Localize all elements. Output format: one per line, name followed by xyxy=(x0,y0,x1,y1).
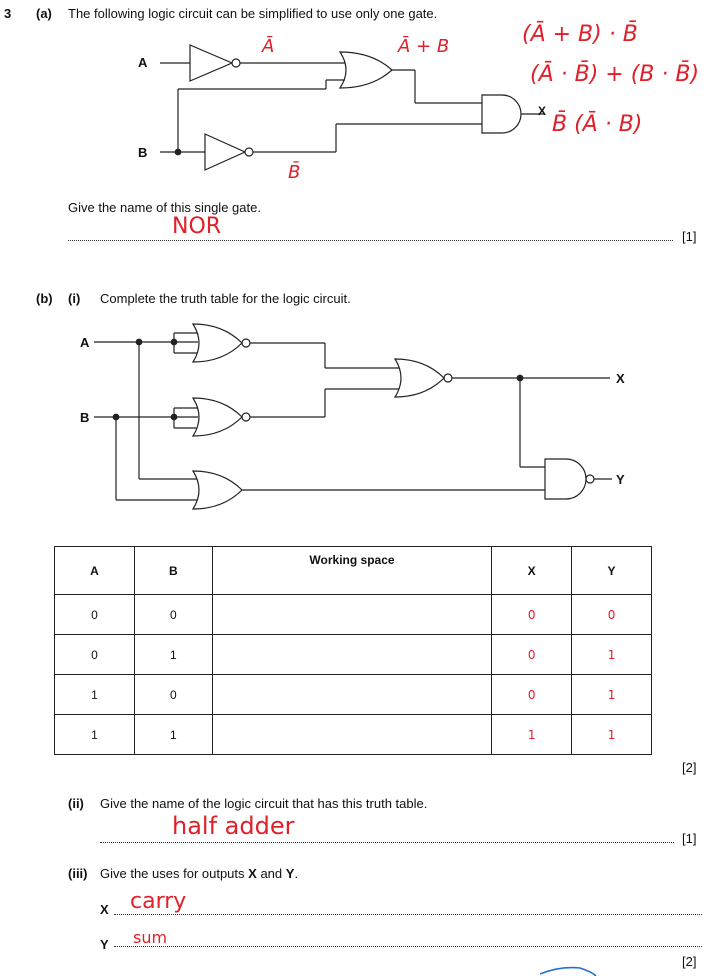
b-output-y-label: Y xyxy=(616,472,625,487)
x-use-label: X xyxy=(100,902,109,917)
annotation-expr2: (Ā · B̄) + (B · B̄) xyxy=(530,62,700,87)
annotation-expr3: B̄ (Ā · B) xyxy=(552,112,643,137)
question-number: 3 xyxy=(4,6,12,21)
cell-b: 0 xyxy=(134,675,212,715)
answer-carry: carry xyxy=(130,889,187,914)
cell-a: 1 xyxy=(55,715,135,755)
cell-b: 1 xyxy=(134,715,212,755)
mark-a: [1] xyxy=(682,229,697,244)
input-b-label: B xyxy=(138,145,148,160)
output-x-label: X xyxy=(538,104,547,118)
annotation-expr1: (Ā + B) · B̄ xyxy=(522,22,638,47)
mark-b-i: [2] xyxy=(682,760,697,775)
part-b-i-prompt: Complete the truth table for the logic circuit. xyxy=(100,291,351,306)
b-input-b-label: B xyxy=(80,410,90,425)
cell-y[interactable]: 1 xyxy=(572,675,652,715)
answer-sum: sum xyxy=(133,928,168,947)
part-a-label: (a) xyxy=(36,6,52,21)
prompt-and: and xyxy=(260,866,283,881)
y-use-label: Y xyxy=(100,937,109,952)
cell-x[interactable]: 0 xyxy=(492,675,572,715)
header-b: B xyxy=(134,547,212,595)
cell-b: 1 xyxy=(134,635,212,675)
mark-b-ii: [1] xyxy=(682,831,697,846)
header-a: A xyxy=(55,547,135,595)
annotation-a-or-b: Ā + B xyxy=(398,36,450,57)
part-b-iii-prompt: Give the uses for outputs X and Y. xyxy=(100,866,299,881)
cell-a: 0 xyxy=(55,635,135,675)
answer-nor: NOR xyxy=(172,214,222,239)
cell-y[interactable]: 0 xyxy=(572,595,652,635)
header-working-space: Working space xyxy=(212,547,492,595)
prompt-pre: Give the uses for outputs xyxy=(100,866,245,881)
part-b-iii-label: (iii) xyxy=(68,866,88,881)
cell-y[interactable]: 1 xyxy=(572,715,652,755)
cell-x[interactable]: 1 xyxy=(492,715,572,755)
header-x: X xyxy=(492,547,572,595)
prompt-y: Y xyxy=(285,866,295,881)
cell-b: 0 xyxy=(134,595,212,635)
part-b-ii-label: (ii) xyxy=(68,796,84,811)
part-a-question: Give the name of this single gate. xyxy=(68,200,261,215)
cell-a: 0 xyxy=(55,595,135,635)
b-output-x-label: X xyxy=(616,371,625,386)
answer-half-adder: half adder xyxy=(172,812,295,840)
cell-y[interactable]: 1 xyxy=(572,635,652,675)
cell-a: 1 xyxy=(55,675,135,715)
prompt-x: X xyxy=(248,866,257,881)
part-b-label: (b) xyxy=(36,291,53,306)
mark-b-iii: [2] xyxy=(682,954,697,969)
annotation-not-b: B̄ xyxy=(288,162,301,183)
part-a-prompt: The following logic circuit can be simplified to use only one gate. xyxy=(68,6,438,21)
cell-x[interactable]: 0 xyxy=(492,635,572,675)
part-b-i-label: (i) xyxy=(68,291,81,306)
annotation-not-a: Ā xyxy=(262,36,275,57)
part-b-ii-prompt: Give the name of the logic circuit that has this truth table. xyxy=(100,796,428,811)
b-input-a-label: A xyxy=(80,335,90,350)
header-y: Y xyxy=(572,547,652,595)
input-a-label: A xyxy=(138,55,148,70)
cell-x[interactable]: 0 xyxy=(492,595,572,635)
